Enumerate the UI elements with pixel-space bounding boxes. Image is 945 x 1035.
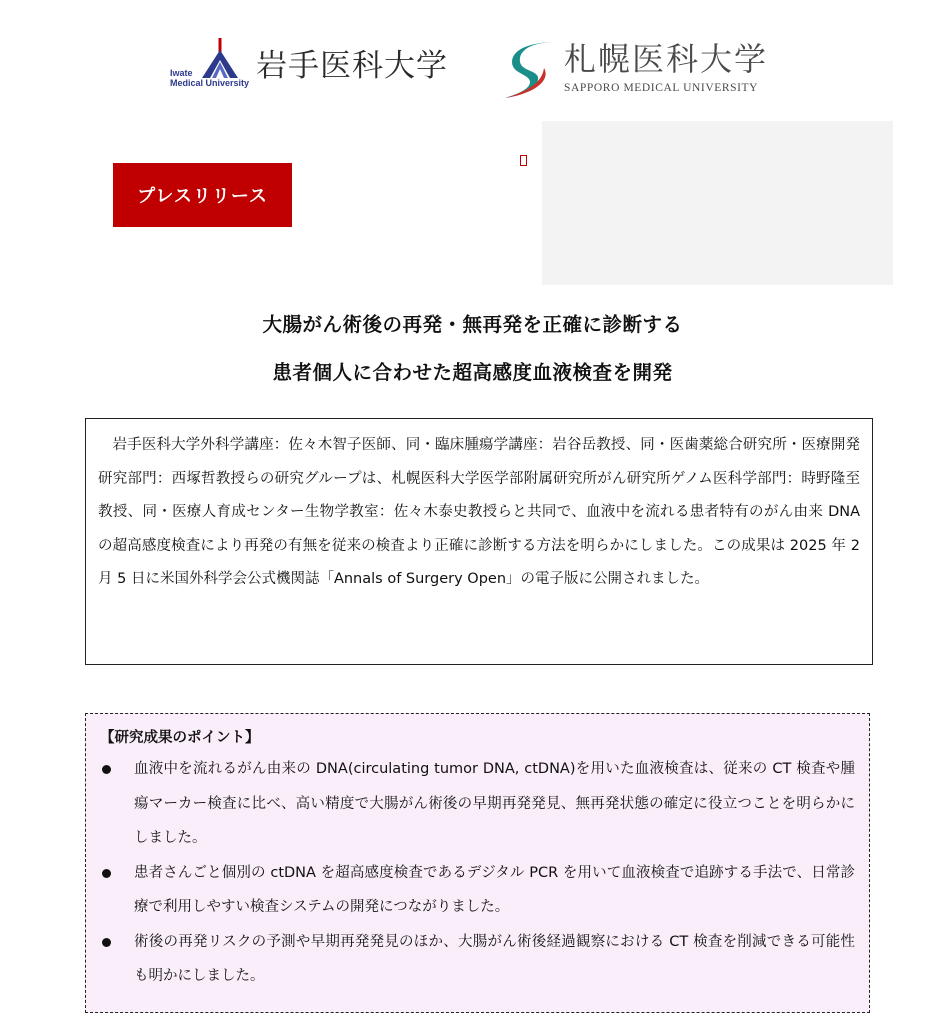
summary-box — [85, 418, 873, 665]
point-text: 血液中を流れるがん由来の DNA(circulating tumor DNA, ctDNA)を用いた血液検査は、従来の CT 検査や腫瘍マーカー検査に比べ、高い精度で大腸がん術後の早期再発発見、無再発状態の確定に役立つことを明らかにしました。 — [134, 761, 855, 846]
summary-text: 岩手医科大学外科学講座：佐々木智子医師、同・臨床腫瘍学講座：岩谷岳教授、同・医歯薬総合研究所・医療開発研究部門：西塚哲教授らの研究グループは、札幌医科大学医学部附属研究所がん研究所ゲノム医科学部門：時野隆至教授、同・医療人育成センター生物学教室：佐々木泰史教授らと共同で、血液中を流れる患者特有のがん由来 DNA の超高感度検査により再発の有無を従来の検査より正確に診断する方法を明らかにしました。この成果は 2025 年 2 月 5 日に米国外科学会公式機関誌「Annals of Surgery Open」の電子版に公開されました。 — [98, 437, 860, 587]
sapporo-japanese-name: 札幌医科大学 — [564, 40, 769, 78]
iwate-english-line2: Medical University — [170, 78, 250, 88]
press-release-badge: プレスリリース — [113, 163, 292, 227]
image-placeholder-panel — [542, 121, 893, 285]
bullet-icon — [102, 869, 111, 878]
bullet-icon — [102, 938, 111, 947]
research-points-box — [85, 713, 870, 1013]
bullet-icon — [102, 765, 111, 774]
headline-line-2: 患者個人に合わせた超高感度血液検査を開発 — [272, 361, 673, 384]
list-item — [100, 752, 855, 856]
missing-glyph-icon — [520, 155, 527, 166]
sapporo-logo-mark-icon — [500, 38, 560, 100]
sapporo-english-name: SAPPORO MEDICAL UNIVERSITY — [564, 82, 759, 94]
research-points-list — [100, 752, 855, 994]
list-item — [100, 925, 855, 994]
iwate-english-line1: Iwate — [170, 68, 193, 78]
iwate-medical-university-logo — [170, 34, 470, 94]
headline-line-1: 大腸がん術後の再発・無再発を正確に診断する — [262, 313, 683, 336]
sapporo-medical-university-logo — [500, 38, 790, 102]
iwate-english-name — [170, 68, 249, 88]
list-item — [100, 856, 855, 925]
point-text: 患者さんごと個別の ctDNA を超高感度検査であるデジタル PCR を用いて血液検査で追跡する手法で、日常診療で利用しやすい検査システムの開発につながりました。 — [134, 864, 855, 915]
research-points-heading: 【研究成果のポイント】 — [100, 730, 260, 746]
iwate-japanese-name: 岩手医科大学 — [256, 48, 448, 84]
point-text: 術後の再発リスクの予測や早期再発発見のほか、大腸がん術後経過観察における CT 検査を削減できる可能性も明かにしました。 — [134, 933, 855, 984]
